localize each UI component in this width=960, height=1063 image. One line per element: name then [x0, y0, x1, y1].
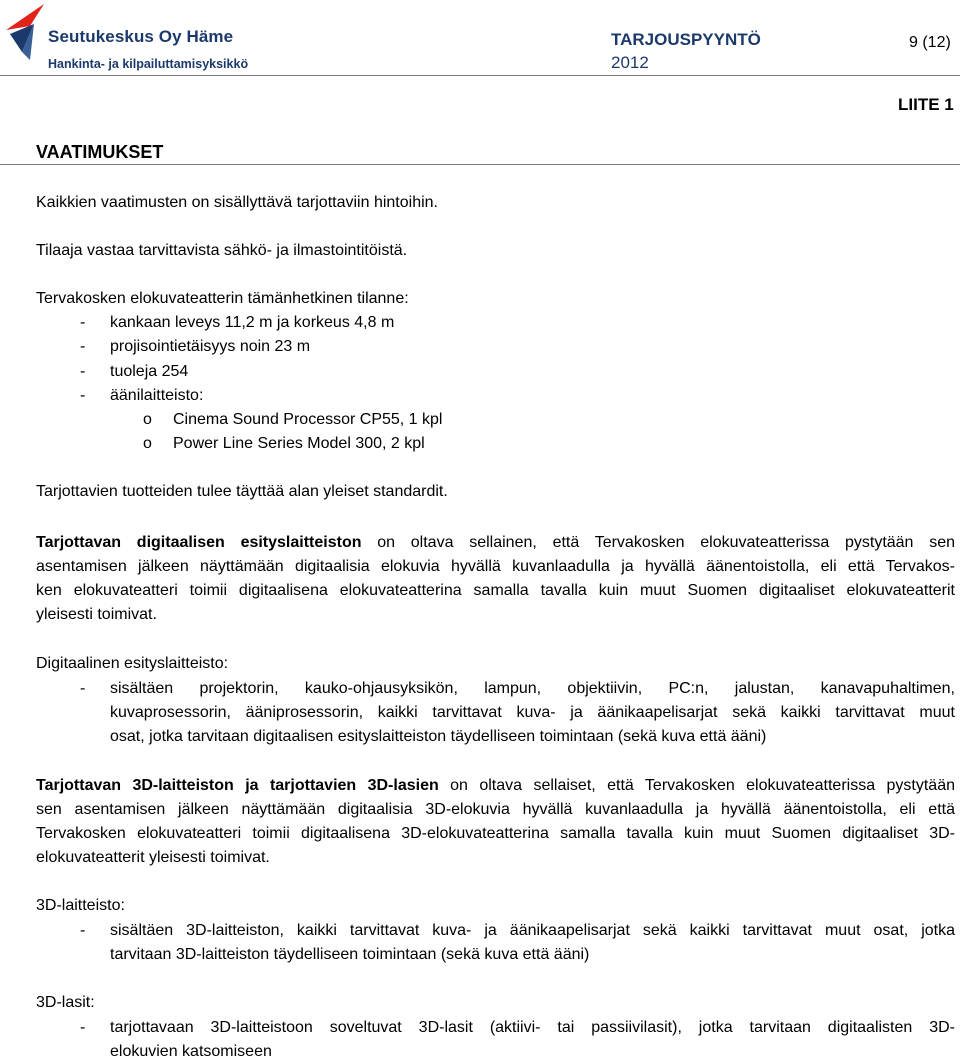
list-dash: - [80, 338, 86, 355]
list-item: kankaan leveys 11,2 m ja korkeus 4,8 m [110, 314, 395, 331]
sub-list-item: Cinema Sound Processor CP55, 1 kpl [173, 411, 443, 428]
list-item-line: elokuvien katsomiseen [110, 1043, 272, 1060]
list-item: tuoleja 254 [110, 363, 189, 380]
paragraph-electrical: Tilaaja vastaa tarvittavista sähkö- ja ilmastointitöistä. [36, 242, 408, 259]
paragraph-digital-line: ken elokuvateatteri toimii digitaalisena elokuvateatterina samalla tavalla kuin muut Suomen digitaaliset elokuvateatterit [36, 582, 955, 599]
paragraph-3d-line: Tervakosken elokuvateatteri toimii digitaalisena 3D-elokuvateatterina samalla tavalla kuin muut Suomen digitaaliset 3D- [36, 825, 955, 842]
header-divider [0, 75, 960, 76]
paragraph-3d-equipment-intro: 3D-laitteisto: [36, 897, 125, 914]
paragraph-digital-line: asentamisen jälkeen näyttämään digitaalisia elokuvia hyvällä kuvanlaadulla ja hyvällä äänentoistolla, eli että Tervakos- [36, 558, 955, 575]
paragraph-digital-line: Tarjottavan digitaalisen esityslaitteiston on oltava sellainen, että Tervakosken elokuvateatterissa pystytään sen [36, 534, 955, 551]
list-item-line: tarvitaan 3D-laitteiston täydelliseen toimintaan (sekä kuva että ääni) [110, 946, 590, 963]
bold-phrase: Tarjottavan 3D-laitteiston ja tarjottavien 3D-lasien [36, 777, 439, 794]
list-dash: - [80, 363, 86, 380]
list-item: äänilaitteisto: [110, 387, 204, 404]
list-item: projisointietäisyys noin 23 m [110, 338, 311, 355]
paragraph-3d-line: elokuvateatterit yleisesti toimivat. [36, 849, 270, 866]
list-dash: - [80, 314, 86, 331]
sub-list-bullet: o [143, 411, 152, 428]
document-year: 2012 [611, 53, 649, 72]
page-number: 9 (12) [909, 34, 951, 51]
section-divider [0, 164, 960, 165]
paragraph-3d-line: Tarjottavan 3D-laitteiston ja tarjottavien 3D-lasien on oltava sellaiset, että Tervakosken elokuvateatterissa pystytään [36, 777, 955, 794]
list-item-line: sisältäen 3D-laitteiston, kaikki tarvittavat kuva- ja äänikaapelisarjat sekä kaikki tarvittavat muut osat, jotka [110, 922, 955, 939]
company-logo-icon [4, 2, 48, 62]
paragraph-digital-line: yleisesti toimivat. [36, 606, 157, 623]
paragraph-3d-glasses-intro: 3D-lasit: [36, 994, 95, 1011]
org-unit: Hankinta- ja kilpailuttamisyksikkö [48, 57, 249, 71]
list-item-line: osat, jotka tarvitaan digitaalisen esityslaitteiston täydelliseen toimintaan (sekä kuva että ääni) [110, 728, 767, 745]
paragraph-standards: Tarjottavien tuotteiden tulee täyttää alan yleiset standardit. [36, 483, 448, 500]
list-item-line: sisältäen projektorin, kauko-ohjausyksikön, lampun, objektiivin, PC:n, jalustan, kanavapuhaltimen, [110, 680, 955, 697]
bold-phrase: Tarjottavan digitaalisen esityslaitteiston [36, 534, 362, 551]
list-dash: - [80, 922, 86, 939]
section-title: VAATIMUKSET [36, 142, 164, 162]
org-name: Seutukeskus Oy Häme [48, 27, 234, 46]
paragraph-status-intro: Tervakosken elokuvateatterin tämänhetkinen tilanne: [36, 290, 409, 307]
document-type: TARJOUSPYYNTÖ [611, 30, 761, 49]
sub-list-bullet: o [143, 435, 152, 452]
list-dash: - [80, 1019, 86, 1036]
list-dash: - [80, 387, 86, 404]
appendix-label: LIITE 1 [898, 95, 954, 114]
list-item-line: kuvaprosessorin, ääniprosessorin, kaikki tarvittavat kuva- ja äänikaapelisarjat sekä kaikki tarvittavat muut [110, 704, 955, 721]
paragraph-prices: Kaikkien vaatimusten on sisällyttävä tarjottaviin hintoihin. [36, 194, 438, 211]
sub-list-item: Power Line Series Model 300, 2 kpl [173, 435, 425, 452]
paragraph-3d-line: sen asentamisen jälkeen näyttämään digitaalisia 3D-elokuvia hyvällä kuvanlaadulla ja hyvällä äänentoistolla, eli että [36, 801, 955, 818]
list-item-line: tarjottavaan 3D-laitteistoon soveltuvat 3D-lasit (aktiivi- tai passiivilasit), jotka tarvitaan digitaalisten 3D- [110, 1019, 955, 1036]
list-dash: - [80, 680, 86, 697]
paragraph-digital-equipment-intro: Digitaalinen esityslaitteisto: [36, 655, 229, 672]
